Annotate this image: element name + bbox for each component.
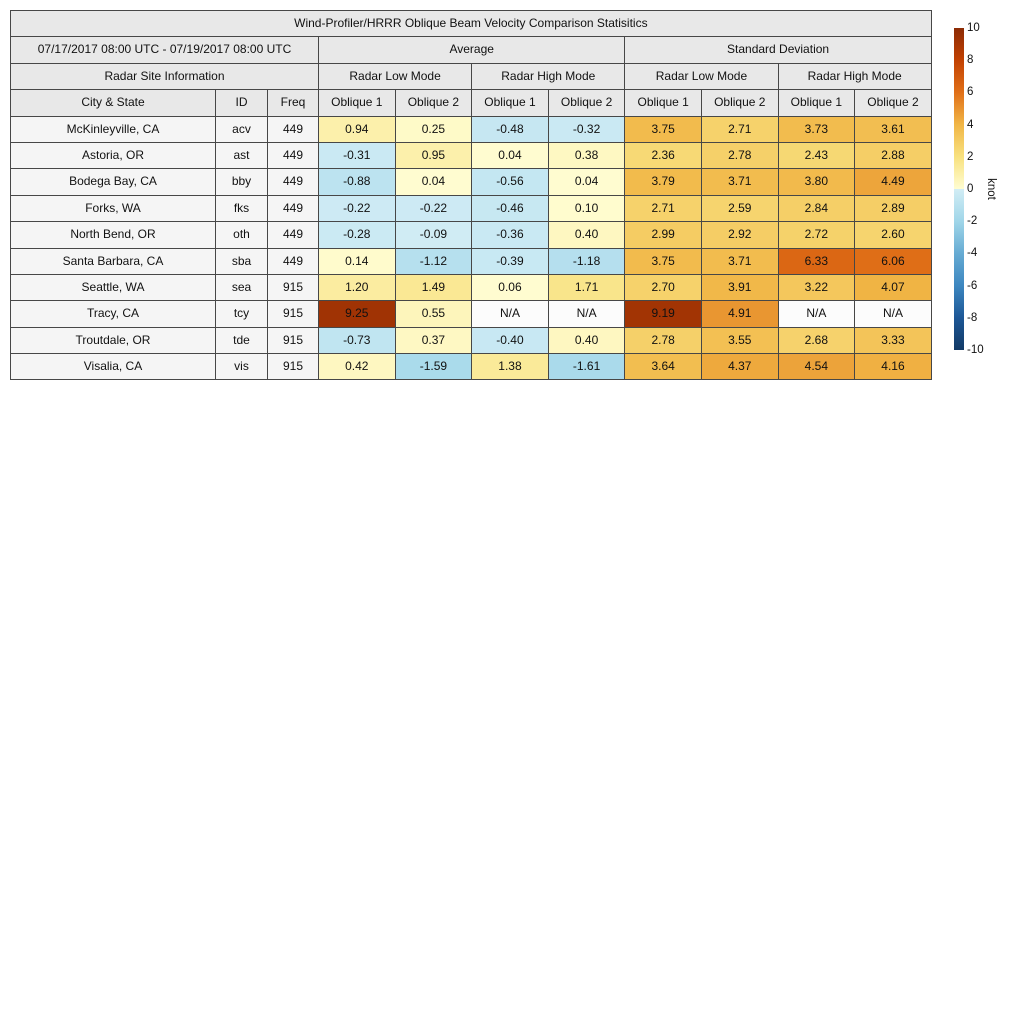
value-cell: -0.32: [548, 116, 625, 142]
date-range: 07/17/2017 08:00 UTC - 07/19/2017 08:00 UTC: [11, 37, 319, 63]
value-cell: -0.40: [472, 327, 549, 353]
site-id-cell: ast: [216, 142, 268, 168]
value-cell: 3.22: [778, 274, 855, 300]
value-cell: 0.42: [319, 354, 396, 380]
value-cell: -0.28: [319, 222, 396, 248]
value-cell: 0.10: [548, 195, 625, 221]
oblique2-header: Oblique 2: [855, 90, 932, 116]
site-id-cell: vis: [216, 354, 268, 380]
value-cell: 0.55: [395, 301, 472, 327]
value-cell: 1.71: [548, 274, 625, 300]
oblique2-header: Oblique 2: [701, 90, 778, 116]
value-cell: 2.72: [778, 222, 855, 248]
value-cell: -1.61: [548, 354, 625, 380]
mode-header-row: [11, 63, 932, 89]
value-cell: -0.22: [319, 195, 396, 221]
table-row: [11, 301, 932, 327]
oblique1-header: Oblique 1: [778, 90, 855, 116]
group-standard-deviation: Standard Deviation: [625, 37, 931, 63]
value-cell: -1.59: [395, 354, 472, 380]
colorbar-tick-label: 6: [967, 86, 974, 99]
colorbar-tick-label: -10: [967, 344, 984, 356]
city-state-cell: McKinleyville, CA: [11, 116, 216, 142]
value-cell: 2.59: [701, 195, 778, 221]
value-cell: 4.37: [701, 354, 778, 380]
value-cell: 0.95: [395, 142, 472, 168]
radar-site-information-header: Radar Site Information: [11, 63, 319, 89]
table-row: [11, 274, 932, 300]
value-cell: 9.25: [319, 301, 396, 327]
avg-high-mode-header: Radar High Mode: [472, 63, 625, 89]
freq-cell: 449: [268, 248, 319, 274]
value-cell: -0.22: [395, 195, 472, 221]
group-header-row: [11, 37, 932, 63]
oblique1-header: Oblique 1: [319, 90, 396, 116]
colorbar-tick-label: -4: [967, 247, 978, 260]
value-cell: 3.75: [625, 116, 702, 142]
value-cell: N/A: [548, 301, 625, 327]
value-cell: -1.12: [395, 248, 472, 274]
table-row: [11, 169, 932, 195]
value-cell: 2.78: [701, 142, 778, 168]
value-cell: 2.88: [855, 142, 932, 168]
value-cell: 2.89: [855, 195, 932, 221]
colorbar-tick-label: -6: [967, 279, 978, 292]
value-cell: 0.14: [319, 248, 396, 274]
value-cell: -1.18: [548, 248, 625, 274]
value-cell: 1.20: [319, 274, 396, 300]
city-state-cell: Seattle, WA: [11, 274, 216, 300]
stats-table: [10, 10, 932, 380]
city-state-cell: Bodega Bay, CA: [11, 169, 216, 195]
freq-cell: 915: [268, 274, 319, 300]
oblique2-header: Oblique 2: [395, 90, 472, 116]
oblique2-header: Oblique 2: [548, 90, 625, 116]
city-state-cell: Santa Barbara, CA: [11, 248, 216, 274]
colorbar-unit-label: knot: [985, 178, 997, 200]
value-cell: 3.61: [855, 116, 932, 142]
value-cell: 4.91: [701, 301, 778, 327]
colorbar-tick-label: 2: [967, 150, 974, 163]
value-cell: 3.33: [855, 327, 932, 353]
city-state-cell: Astoria, OR: [11, 142, 216, 168]
value-cell: 2.60: [855, 222, 932, 248]
site-id-cell: sba: [216, 248, 268, 274]
table-row: [11, 354, 932, 380]
value-cell: 0.94: [319, 116, 396, 142]
value-cell: 0.25: [395, 116, 472, 142]
value-cell: 0.04: [548, 169, 625, 195]
value-cell: 3.80: [778, 169, 855, 195]
site-id-cell: bby: [216, 169, 268, 195]
value-cell: 2.68: [778, 327, 855, 353]
value-cell: 4.07: [855, 274, 932, 300]
freq-cell: 915: [268, 301, 319, 327]
value-cell: 3.64: [625, 354, 702, 380]
value-cell: 1.38: [472, 354, 549, 380]
value-cell: 9.19: [625, 301, 702, 327]
freq-header: Freq: [268, 90, 319, 116]
value-cell: -0.36: [472, 222, 549, 248]
city-state-cell: Forks, WA: [11, 195, 216, 221]
value-cell: 3.55: [701, 327, 778, 353]
colorbar-tick-label: 10: [967, 22, 980, 34]
value-cell: N/A: [472, 301, 549, 327]
table-title: Wind-Profiler/HRRR Oblique Beam Velocity Comparison Statisitics: [11, 11, 932, 37]
oblique1-header: Oblique 1: [472, 90, 549, 116]
value-cell: 4.49: [855, 169, 932, 195]
value-cell: N/A: [778, 301, 855, 327]
value-cell: -0.39: [472, 248, 549, 274]
freq-cell: 449: [268, 195, 319, 221]
value-cell: 2.71: [625, 195, 702, 221]
value-cell: 3.91: [701, 274, 778, 300]
colorbar-tick-label: 0: [967, 183, 974, 195]
freq-cell: 915: [268, 327, 319, 353]
table-row: [11, 195, 932, 221]
city-state-cell: North Bend, OR: [11, 222, 216, 248]
table-row: [11, 116, 932, 142]
city-state-cell: Visalia, CA: [11, 354, 216, 380]
value-cell: N/A: [855, 301, 932, 327]
table-row: [11, 142, 932, 168]
site-id-cell: oth: [216, 222, 268, 248]
value-cell: 2.84: [778, 195, 855, 221]
value-cell: 1.49: [395, 274, 472, 300]
site-id-cell: tcy: [216, 301, 268, 327]
site-id-cell: sea: [216, 274, 268, 300]
value-cell: 2.92: [701, 222, 778, 248]
avg-low-mode-header: Radar Low Mode: [319, 63, 472, 89]
value-cell: -0.09: [395, 222, 472, 248]
colorbar-gradient: [954, 28, 964, 350]
value-cell: 2.36: [625, 142, 702, 168]
city-state-header: City & State: [11, 90, 216, 116]
std-high-mode-header: Radar High Mode: [778, 63, 931, 89]
value-cell: 3.71: [701, 248, 778, 274]
colorbar-tick-label: -8: [967, 311, 978, 324]
value-cell: 0.06: [472, 274, 549, 300]
table-row: [11, 327, 932, 353]
value-cell: 3.75: [625, 248, 702, 274]
colorbar-tick-label: 4: [967, 118, 974, 131]
table-row: [11, 222, 932, 248]
id-header: ID: [216, 90, 268, 116]
value-cell: 3.79: [625, 169, 702, 195]
value-cell: 0.04: [395, 169, 472, 195]
value-cell: 6.33: [778, 248, 855, 274]
site-id-cell: acv: [216, 116, 268, 142]
value-cell: 2.99: [625, 222, 702, 248]
column-header-row: [11, 90, 932, 116]
oblique1-header: Oblique 1: [625, 90, 702, 116]
site-id-cell: fks: [216, 195, 268, 221]
freq-cell: 449: [268, 169, 319, 195]
colorbar-tick-label: 8: [967, 54, 974, 67]
freq-cell: 449: [268, 142, 319, 168]
value-cell: -0.56: [472, 169, 549, 195]
value-cell: -0.73: [319, 327, 396, 353]
group-average: Average: [319, 37, 625, 63]
value-cell: 3.71: [701, 169, 778, 195]
value-cell: 0.04: [472, 142, 549, 168]
table-row: [11, 248, 932, 274]
city-state-cell: Troutdale, OR: [11, 327, 216, 353]
value-cell: 2.78: [625, 327, 702, 353]
freq-cell: 915: [268, 354, 319, 380]
value-cell: 2.43: [778, 142, 855, 168]
std-low-mode-header: Radar Low Mode: [625, 63, 778, 89]
value-cell: -0.48: [472, 116, 549, 142]
city-state-cell: Tracy, CA: [11, 301, 216, 327]
site-id-cell: tde: [216, 327, 268, 353]
value-cell: -0.46: [472, 195, 549, 221]
value-cell: 0.37: [395, 327, 472, 353]
value-cell: 4.16: [855, 354, 932, 380]
freq-cell: 449: [268, 222, 319, 248]
value-cell: -0.31: [319, 142, 396, 168]
value-cell: 2.70: [625, 274, 702, 300]
value-cell: 2.71: [701, 116, 778, 142]
value-cell: 4.54: [778, 354, 855, 380]
value-cell: 0.40: [548, 327, 625, 353]
table-body: [11, 116, 932, 380]
value-cell: 3.73: [778, 116, 855, 142]
value-cell: 0.38: [548, 142, 625, 168]
freq-cell: 449: [268, 116, 319, 142]
value-cell: 6.06: [855, 248, 932, 274]
value-cell: -0.88: [319, 169, 396, 195]
title-row: [11, 11, 932, 37]
value-cell: 0.40: [548, 222, 625, 248]
colorbar-tick-label: -2: [967, 215, 978, 228]
